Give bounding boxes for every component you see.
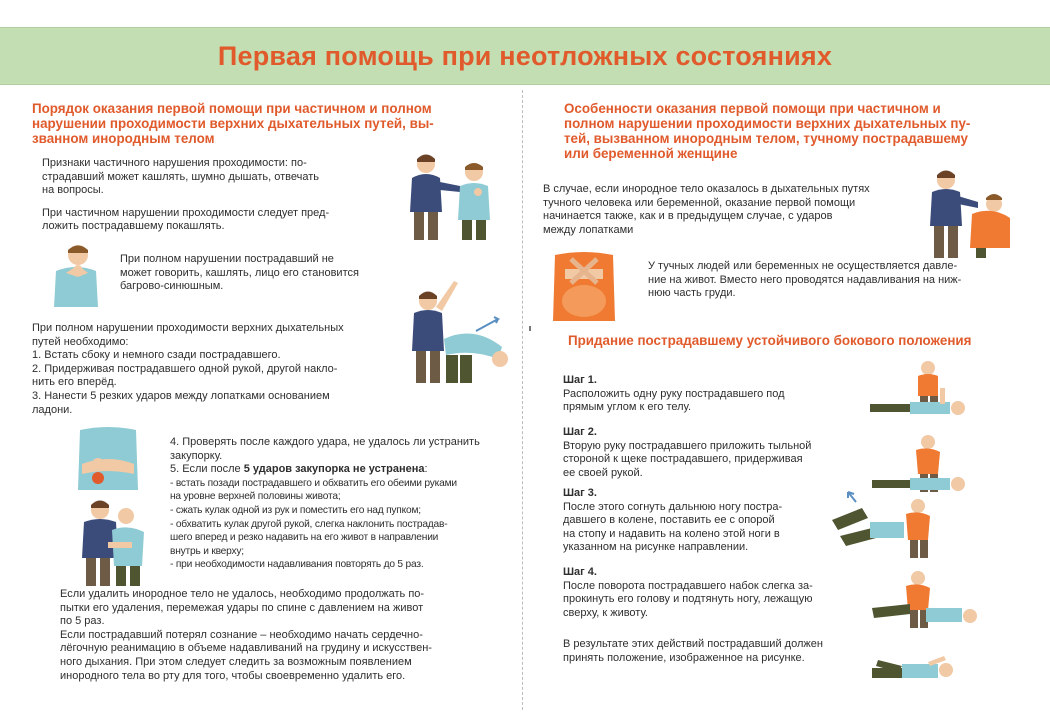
full-obstruction-steps: При полном нарушении проходимости верхних дыхательных путей необходимо: 1. Встать сбоку и немного сзади пострадавшего. 2. Придерживая пострадавшего одной рукой, другой накло- нить его вперёд. 3. Нанести 5 резких ударов между лопатками основанием ладони. xyxy=(32,322,344,416)
abdominal-thrust-steps: 4. Проверять после каждого удара, не удалось ли устранить закупорку. 5. Если после 5 ударов закупорка не устранена: - встать позади пострадавшего и обхватить его обеими руками на уровне верхней половины живота; - сжать кулак одной из рук и поместить его над пупком; - обхватить кулак другой рукой, слегка наклонить пострадав- шего вперед и резко надавить на его живот в направлении внутрь и кверху; - при необходимости надавливания повторять до 5 раз. xyxy=(170,436,480,571)
recovery-step-1: Шаг 1. Расположить одну руку пострадавшего под прямым углом к его телу. xyxy=(563,374,785,414)
recovery-position-heading: Придание пострадавшему устойчивого бокового положения xyxy=(568,333,972,348)
chest-thrust-text: У тучных людей или беременных не осуществляется давле- ние на живот. Вместо него проводятся надавливания на ниж- нюю часть груди. xyxy=(648,260,962,300)
abdominal-thrust-illustration xyxy=(76,498,152,586)
recovery-result: В результате этих действий пострадавший должен принять положение, изображенное на рисунке. xyxy=(563,638,823,664)
recovery-step-1-illustration xyxy=(866,360,976,418)
obese-back-blows-illustration xyxy=(926,168,1016,258)
left-heading: Порядок оказания первой помощи при частичном и полном нарушении проходимости верхних дыхательных путей, вы- званном инородным телом xyxy=(32,101,434,146)
full-obstruction-signs: При полном нарушении пострадавший не может говорить, кашлять, лицо его становится багрово-синюшным. xyxy=(120,253,359,293)
victim-figure xyxy=(108,508,144,586)
choking-victim-illustration xyxy=(48,241,104,307)
victim-figure xyxy=(458,163,490,240)
obese-pregnant-text: В случае, если инородное тело оказалось в дыхательных путях тучного человека или беременной, оказание первой помощи начинается также, как и в предыдущем случае, с ударов между лопатками xyxy=(543,183,870,236)
partial-obstruction-text: Признаки частичного нарушения проходимости: по- страдавший может кашлять, шумно дышать, отвечать на вопросы. При частичном нарушении проходимости следует пред- ложить пострадавшему покашлять. xyxy=(42,157,330,233)
column-divider xyxy=(522,90,523,710)
victim-figure xyxy=(444,334,508,383)
divider-mark xyxy=(529,326,531,331)
recovery-step-4: Шаг 4. После поворота пострадавшего набок слегка за- прокинуть его голову и подтянуть ногу, лежащую сверху, к животу. xyxy=(563,566,813,619)
rescuer-figure xyxy=(906,499,930,558)
recovery-step-3-illustration xyxy=(826,488,938,560)
page-title: Первая помощь при неотложных состояниях xyxy=(217,40,833,71)
title-banner xyxy=(0,27,1050,85)
victim-figure xyxy=(870,388,965,415)
abdominal-fist-illustration xyxy=(72,424,144,490)
rescuer-figure xyxy=(410,155,460,241)
recovery-step-2: Шаг 2. Вторую руку пострадавшего приложить тыльной стороной к щеке пострадавшего, придерживая ее своей рукой. xyxy=(563,426,812,479)
back-blows-illustration xyxy=(402,277,510,385)
recovery-step-3: Шаг 3. После этого согнуть дальнюю ногу постра- давшего в колене, поставить ее с опорой на стопу и надавить на колено этой ноги в указанном на рисунке направлении. xyxy=(563,487,783,554)
recovery-final-position-illustration xyxy=(868,646,960,686)
right-heading: Особенности оказания первой помощи при частичном и полном нарушении проходимости верхних дыхательных пу- тей, вызванном инородным телом, тучному пострадавшему или беременной женщине xyxy=(564,101,971,161)
partial-obstruction-illustration xyxy=(402,150,498,242)
recovery-step-4-illustration xyxy=(870,568,982,634)
pregnant-chest-thrust-illustration xyxy=(551,249,617,321)
conclusion-text: Если удалить инородное тело не удалось, необходимо продолжать по- пытки его удаления, перемежая удары по спине с давлением на живот по 5 раз. Если пострадавший потерял сознание – необходимо начать сердечно- лёгочную реанимацию в объеме надавливаний на грудину и искусствен- ного дыхания. При этом следует следить за возможным появлением инородного тела во рту для того, чтобы своевременно удалить его. xyxy=(60,588,432,682)
victim-figure xyxy=(832,508,904,546)
